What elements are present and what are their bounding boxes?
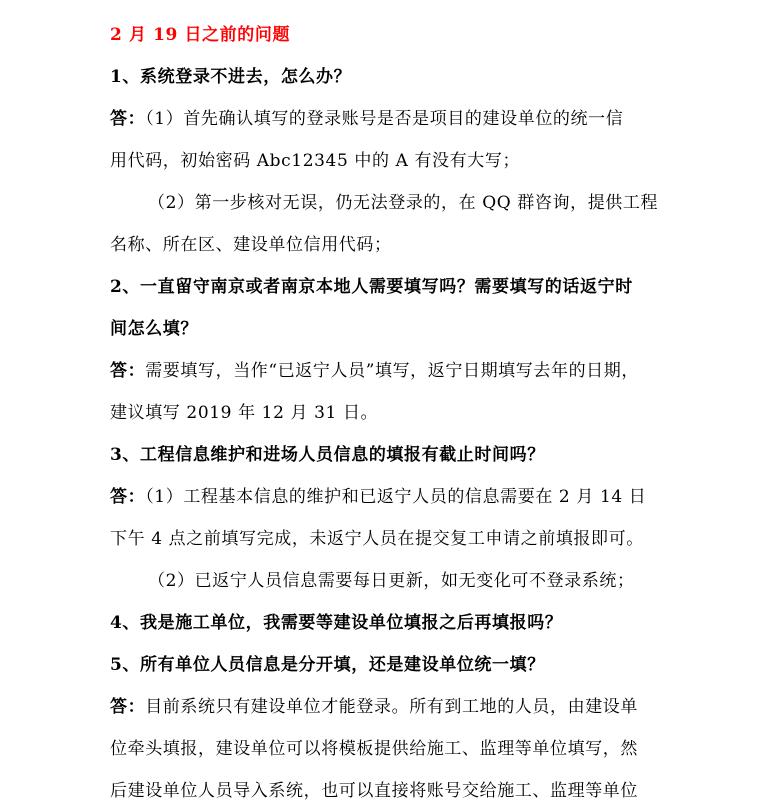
answer-1-line-2: 用代码，初始密码 Abc12345 中的 A 有没有大写； [110, 151, 521, 171]
question-2-line-2: 间怎么填？ [110, 319, 198, 339]
question-2-line-1: 2、一直留守南京或者南京本地人需要填写吗？需要填写的话返宁时 [110, 277, 633, 297]
answer-label: 答： [110, 361, 146, 381]
answer-3-line-1 [110, 486, 670, 508]
answer-3-text: （1）工程基本信息的维护和已返宁人员的信息需要在 2 月 14 日 [145, 487, 647, 507]
answer-2-line-1 [110, 360, 670, 382]
question-1: 1、系统登录不进去，怎么办？ [110, 67, 352, 87]
page-heading: 2 月 19 日之前的问题 [110, 25, 291, 45]
answer-label: 答： [110, 697, 146, 717]
answer-3-item-2: （2）已返宁人员信息需要每日更新，如无变化可不登录系统； [148, 571, 635, 591]
question-4: 4、我是施工单位，我需要等建设单位填报之后再填报吗？ [110, 613, 563, 633]
answer-5-line-1 [110, 696, 670, 718]
answer-5-line-3: 后建设单位人员导入系统，也可以直接将账号交给施工、监理等单位 [110, 781, 638, 801]
question-5: 5、所有单位人员信息是分开填，还是建设单位统一填？ [110, 655, 545, 675]
answer-1-item-2-line-2: 名称、所在区、建设单位信用代码； [110, 235, 392, 255]
question-3: 3、工程信息维护和进场人员信息的填报有截止时间吗？ [110, 445, 545, 465]
answer-3-line-2: 下午 4 点之前填写完成，未返宁人员在提交复工申请之前填报即可。 [110, 529, 644, 549]
answer-5-line-2: 位牵头填报，建设单位可以将模板提供给施工、监理等单位填写，然 [110, 739, 638, 759]
answer-2-line-2: 建议填写 2019 年 12 月 31 日。 [110, 403, 379, 423]
answer-label: 答： [110, 487, 146, 507]
answer-1-line-1 [110, 108, 670, 130]
answer-2-text: 需要填写，当作“已返宁人员”填写，返宁日期填写去年的日期， [145, 361, 639, 381]
answer-label: 答： [110, 109, 146, 129]
answer-5-text: 目前系统只有建设单位才能登录。所有到工地的人员，由建设单 [145, 697, 639, 717]
answer-1-item-2-line-1: （2）第一步核对无误，仍无法登录的，在 QQ 群咨询，提供工程 [148, 193, 659, 213]
answer-1-text: （1）首先确认填写的登录账号是否是项目的建设单位的统一信 [145, 109, 624, 129]
